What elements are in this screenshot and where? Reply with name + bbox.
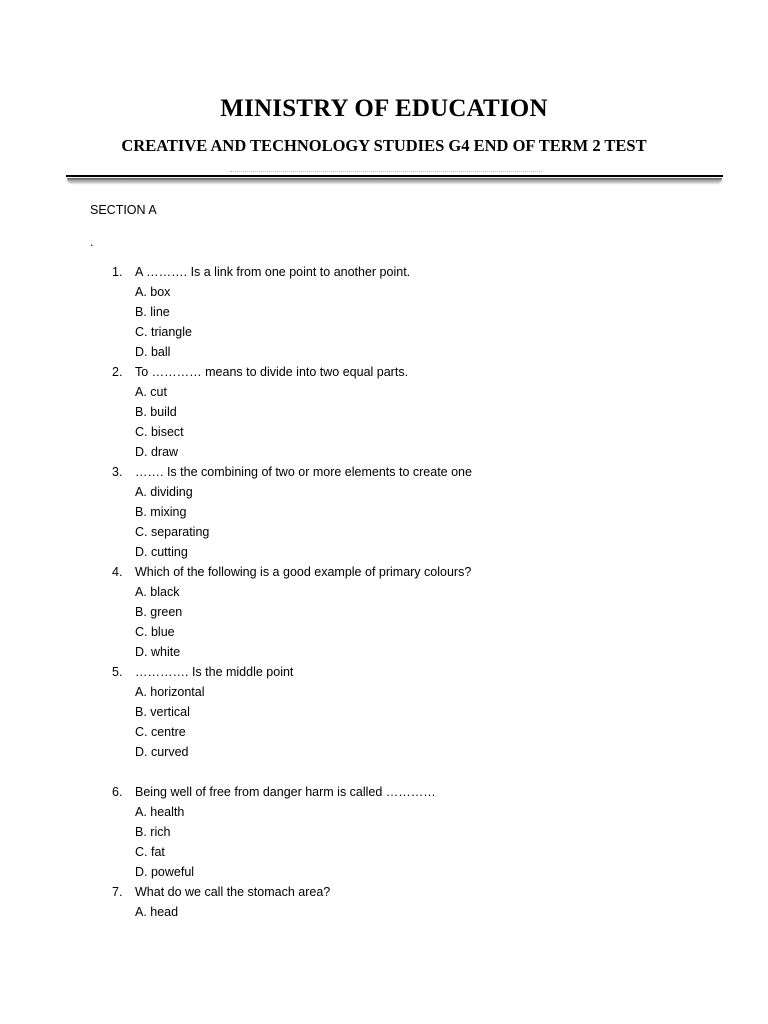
answer-option bbox=[0, 742, 768, 762]
option-text: A. box bbox=[135, 285, 171, 299]
question-row bbox=[0, 662, 768, 682]
answer-option bbox=[0, 342, 768, 362]
answer-option bbox=[0, 862, 768, 882]
option-text: D. ball bbox=[135, 345, 171, 359]
answer-option bbox=[0, 442, 768, 462]
question-text: Being well of free from danger harm is called ………… bbox=[135, 785, 436, 799]
document-subtitle: CREATIVE AND TECHNOLOGY STUDIES G4 END OF TERM 2 TEST bbox=[121, 136, 647, 155]
question-row bbox=[0, 362, 768, 382]
answer-option bbox=[0, 622, 768, 642]
answer-option bbox=[0, 522, 768, 542]
divider-shadow bbox=[67, 178, 722, 182]
answer-option bbox=[0, 322, 768, 342]
option-text: D. draw bbox=[135, 445, 179, 459]
answer-option bbox=[0, 382, 768, 402]
option-text: A. black bbox=[135, 585, 180, 599]
question-number: 5. bbox=[112, 665, 123, 679]
question-row bbox=[0, 462, 768, 482]
question-text: What do we call the stomach area? bbox=[135, 885, 331, 899]
answer-option bbox=[0, 842, 768, 862]
question-number: 6. bbox=[112, 785, 123, 799]
question-6 bbox=[0, 782, 768, 882]
option-text: B. mixing bbox=[135, 505, 187, 519]
question-text: To ………… means to divide into two equal parts. bbox=[135, 365, 409, 379]
option-text: A. health bbox=[135, 805, 185, 819]
option-text: C. bisect bbox=[135, 425, 184, 439]
question-2 bbox=[0, 362, 768, 462]
question-text: Which of the following is a good example of primary colours? bbox=[135, 565, 472, 579]
answer-option bbox=[0, 482, 768, 502]
question-text: A ………. Is a link from one point to another point. bbox=[135, 265, 411, 279]
answer-option bbox=[0, 502, 768, 522]
option-text: B. line bbox=[135, 305, 170, 319]
blank-line bbox=[0, 762, 768, 782]
question-row bbox=[0, 262, 768, 282]
question-list bbox=[0, 262, 768, 922]
question-text: ……. Is the combining of two or more elements to create one bbox=[135, 465, 472, 479]
option-text: A. cut bbox=[135, 385, 167, 399]
option-text: C. triangle bbox=[135, 325, 192, 339]
question-number: 4. bbox=[112, 565, 123, 579]
question-5 bbox=[0, 662, 768, 762]
document-title: MINISTRY OF EDUCATION bbox=[220, 95, 548, 122]
option-text: C. fat bbox=[135, 845, 165, 859]
option-text: D. poweful bbox=[135, 865, 195, 879]
option-text: A. head bbox=[135, 905, 179, 919]
divider-line bbox=[66, 175, 723, 177]
option-text: D. cutting bbox=[135, 545, 188, 559]
answer-option bbox=[0, 302, 768, 322]
answer-option bbox=[0, 702, 768, 722]
question-row bbox=[0, 562, 768, 582]
question-number: 7. bbox=[112, 885, 123, 899]
question-3 bbox=[0, 462, 768, 562]
answer-option bbox=[0, 602, 768, 622]
option-text: C. separating bbox=[135, 525, 210, 539]
section-heading: SECTION A bbox=[90, 203, 157, 217]
question-row bbox=[0, 782, 768, 802]
question-row bbox=[0, 882, 768, 902]
option-text: A. dividing bbox=[135, 485, 193, 499]
header-divider bbox=[66, 171, 723, 185]
answer-option bbox=[0, 722, 768, 742]
option-text: B. rich bbox=[135, 825, 171, 839]
option-text: B. vertical bbox=[135, 705, 190, 719]
option-text: B. green bbox=[135, 605, 183, 619]
answer-option bbox=[0, 822, 768, 842]
answer-option bbox=[0, 642, 768, 662]
question-number: 1. bbox=[112, 265, 123, 279]
option-text: C. centre bbox=[135, 725, 186, 739]
question-text: …………. Is the middle point bbox=[135, 665, 294, 679]
question-1 bbox=[0, 262, 768, 362]
answer-option bbox=[0, 682, 768, 702]
question-number: 2. bbox=[112, 365, 123, 379]
answer-option bbox=[0, 542, 768, 562]
option-text: C. blue bbox=[135, 625, 175, 639]
stray-dot: . bbox=[90, 235, 94, 249]
option-text: D. curved bbox=[135, 745, 189, 759]
answer-option bbox=[0, 582, 768, 602]
option-text: A. horizontal bbox=[135, 685, 205, 699]
question-4 bbox=[0, 562, 768, 662]
option-text: B. build bbox=[135, 405, 177, 419]
question-number: 3. bbox=[112, 465, 123, 479]
question-7 bbox=[0, 882, 768, 922]
answer-option bbox=[0, 802, 768, 822]
answer-option bbox=[0, 402, 768, 422]
option-text: D. white bbox=[135, 645, 181, 659]
answer-option bbox=[0, 422, 768, 442]
answer-option bbox=[0, 902, 768, 922]
answer-option bbox=[0, 282, 768, 302]
